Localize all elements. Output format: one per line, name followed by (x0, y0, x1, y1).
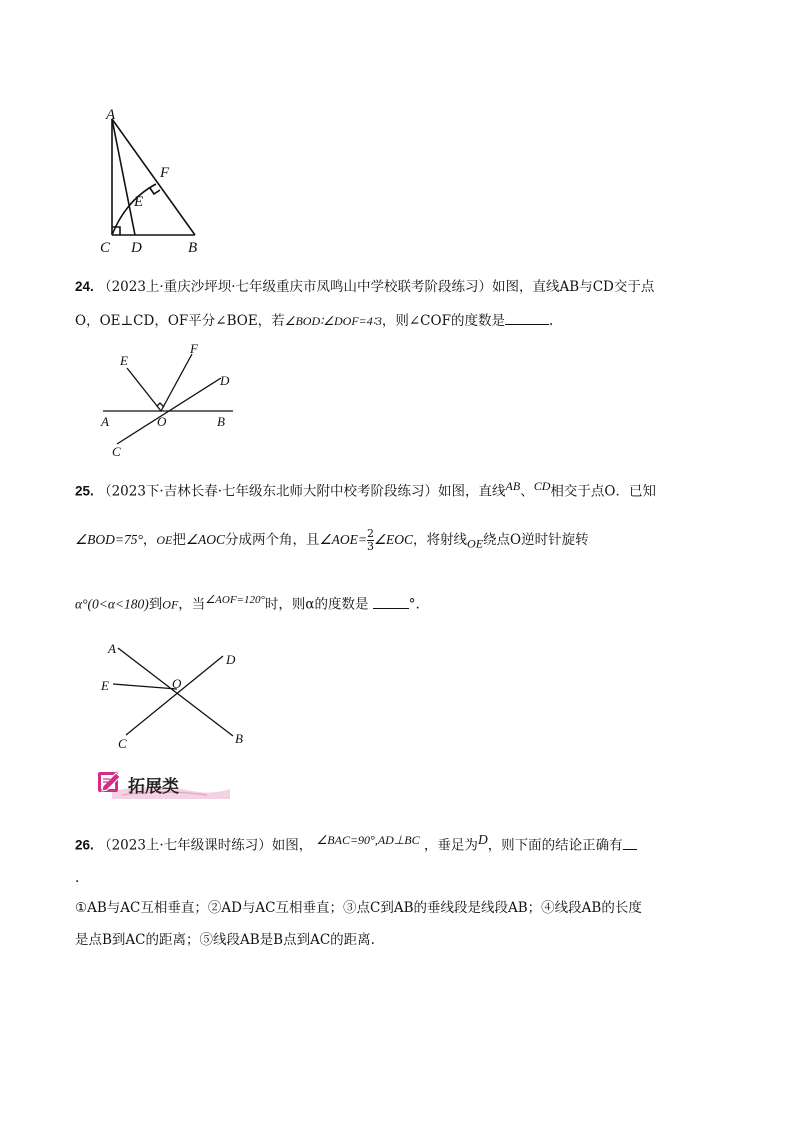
q24-text-1: 如图，直线AB与CD交于点 (492, 279, 655, 295)
q25-ba: 把 (172, 532, 186, 548)
q25-alpha: α°(0<α<180) (75, 596, 149, 612)
q26-options-2: 是点B到AC的距离；⑤线段AB是B点到AC的距离. (75, 932, 375, 948)
q25-eoc: ∠EOC (373, 532, 414, 547)
q25-aoe: ∠AOE= (319, 532, 367, 547)
label-e: E (134, 194, 144, 210)
q26-foot: ，垂足为 (423, 837, 478, 854)
q25-frac-den: 3 (366, 540, 374, 553)
q24-line2 (75, 310, 553, 331)
section-title: 拓展类 (128, 777, 179, 797)
ray-of (161, 354, 192, 411)
q25-of: OF (162, 597, 179, 612)
q26-options-1: ①AB与AC互相垂直；②AD与AC互相垂直；③点C到AB的垂线段是线段AB；④线段AB的长度 (75, 900, 642, 916)
label-a: A (101, 414, 109, 429)
q26-source: （2023上·七年级课时练习） (98, 837, 272, 854)
label-f: F (160, 165, 170, 181)
q26-condition: ∠BAC=90°,AD⊥BC (316, 833, 420, 847)
q25-answer-blank[interactable] (373, 594, 409, 609)
q26-dot-line (75, 868, 79, 888)
q26-dot: . (75, 870, 80, 886)
q25-line3 (75, 590, 420, 615)
right-angle-f (150, 188, 160, 194)
q25-oe2: OE (467, 536, 484, 551)
q26-line3 (75, 898, 642, 918)
figure-lines-o (95, 340, 245, 460)
label-d: D (131, 240, 142, 255)
q25-fraction (367, 528, 374, 553)
q25-ab: AB (505, 479, 521, 493)
q25-aoc: ∠AOC (185, 532, 225, 547)
q24-number: 24. (75, 279, 94, 294)
q26-d: D (477, 832, 488, 847)
label-a: A (106, 107, 116, 123)
q25-line2 (75, 528, 589, 554)
q25-rotate: ，将射线 (413, 532, 468, 548)
q26-text-1: 如图， (271, 837, 313, 854)
q25-number: 25. (75, 483, 94, 499)
segment-ab (112, 119, 195, 235)
q25-cd: CD (533, 479, 551, 493)
q24-period: . (548, 313, 554, 329)
q25-text-2: 相交于点O．已知 (550, 483, 656, 500)
q26-ask: ，则下面的结论正确有 (487, 837, 623, 854)
figure-intersecting-lines (98, 638, 258, 753)
label-f: F (190, 341, 198, 356)
q25-line1 (75, 476, 656, 502)
q25-frac-num: 2 (366, 527, 374, 540)
q25-around: 绕点O逆时针旋转 (483, 532, 589, 548)
label-b: B (235, 731, 243, 746)
pencil-book-icon (96, 768, 124, 800)
q24-answer-blank[interactable] (505, 310, 549, 325)
q24-ratio: ∠BOD∶∠DOF=4∶3 (284, 314, 382, 328)
label-d: D (220, 373, 230, 388)
q26-number: 26. (75, 837, 94, 853)
label-c: C (100, 240, 111, 255)
q25-when: ，当 (178, 596, 206, 613)
q25-split: 分成两个角，且 (224, 532, 320, 548)
figure-triangle-abcd (100, 105, 210, 255)
label-e: E (120, 353, 128, 368)
label-c: C (118, 736, 127, 751)
q26-answer-blank[interactable] (623, 835, 637, 850)
q24-text-3: ，则∠COF的度数是 (381, 313, 505, 329)
q26-line4 (75, 930, 375, 950)
line-cd (126, 656, 223, 735)
q25-source: （2023下·吉林长春·七年级东北师大附中校考阶段练习） (98, 483, 439, 500)
q25-end: °. (408, 596, 420, 613)
q25-aof: ∠AOF=120° (205, 594, 265, 606)
section-header-extension (92, 765, 232, 801)
q24-text-2: O，OE⊥CD，OF平分∠BOE，若 (75, 313, 285, 329)
label-o: O (157, 414, 167, 429)
q25-oe: OE (156, 533, 173, 547)
q26-line1 (75, 830, 637, 856)
q25-then: 时，则α的度数是 (264, 596, 369, 613)
label-a: A (108, 641, 116, 656)
q25-comma: ， (142, 532, 157, 548)
label-b: B (188, 240, 198, 255)
q25-text-1: 如图，直线 (438, 483, 506, 500)
label-b: B (217, 414, 225, 429)
label-c: C (112, 444, 121, 459)
q24-source: （2023上·重庆沙坪坝·七年级重庆市凤鸣山中学校联考阶段练习） (98, 279, 493, 295)
label-e: E (101, 678, 109, 693)
q25-bod: ∠BOD=75° (75, 532, 143, 547)
q25-sep: 、 (520, 483, 534, 500)
label-d: D (226, 652, 236, 667)
ray-oe (127, 368, 161, 411)
q25-to: 到 (148, 596, 163, 613)
label-o: O (172, 676, 182, 691)
q24-line1 (75, 277, 654, 297)
